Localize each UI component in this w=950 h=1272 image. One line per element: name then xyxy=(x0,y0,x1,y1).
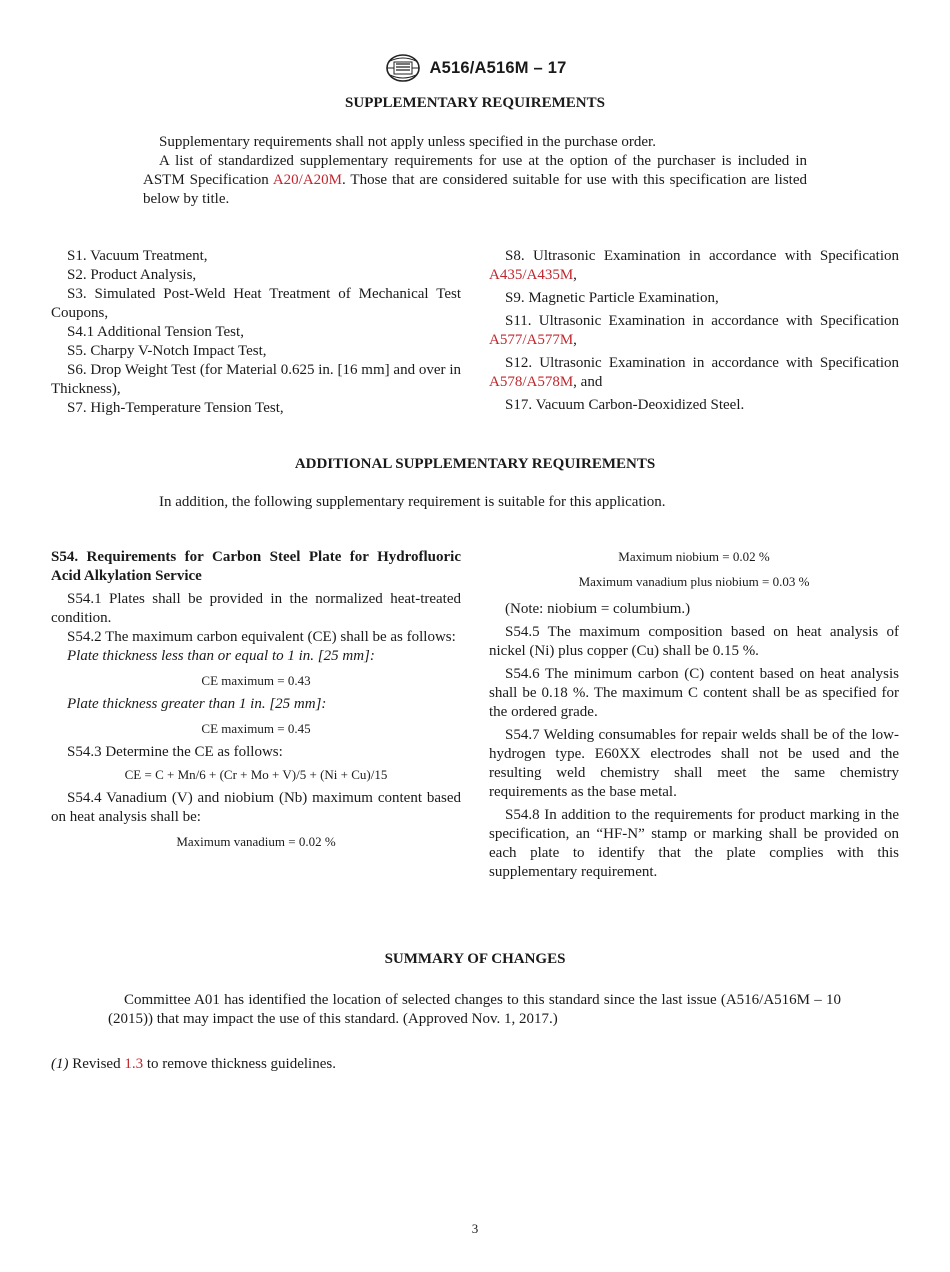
s54-1: S54.1 Plates shall be provided in the normalized heat-treated condition. xyxy=(51,591,461,626)
s54-2: S54.2 The maximum carbon equivalent (CE) shall be as follows: xyxy=(67,629,456,645)
max-niobium-equation: Maximum niobium = 0.02 % xyxy=(618,549,770,564)
s54-left-column xyxy=(51,548,461,850)
intro-p2: A list of standardized supplementary requirements for use at the option of the purchaser is included in ASTM Specification A20/A20M. Those that are considered suitable for use with this specification are listed below by title. xyxy=(143,153,807,207)
additional-intro: In addition, the following supplementary requirement is suitable for this application. xyxy=(159,494,666,510)
niobium-note: (Note: niobium = columbium.) xyxy=(505,601,691,617)
thick-plate-equation: CE maximum = 0.45 xyxy=(201,721,311,736)
thin-plate-label: Plate thickness less than or equal to 1 in. [25 mm]: xyxy=(67,648,375,664)
list-item-s11: S11. Ultrasonic Examination in accordance with Specification A577/A577M, xyxy=(489,313,899,348)
link-a435[interactable]: A435/A435M xyxy=(489,267,574,283)
list-item-s17: S17. Vacuum Carbon-Deoxidized Steel. xyxy=(505,397,745,413)
list-item: S4.1 Additional Tension Test, xyxy=(67,324,244,340)
change-item: (1) Revised 1.3 to remove thickness guidelines. xyxy=(51,1056,336,1072)
link-a578[interactable]: A578/A578M xyxy=(489,374,574,390)
supplementary-title: SUPPLEMENTARY REQUIREMENTS xyxy=(345,95,605,111)
list-item: S5. Charpy V-Notch Impact Test, xyxy=(67,343,267,359)
link-a20[interactable]: A20/A20M xyxy=(272,172,343,188)
astm-logo-icon xyxy=(384,53,422,83)
summary-body: Committee A01 has identified the location of selected changes to this standard since the last issue (A516/A516M – 10 (2015)) that may impact the use of this standard. (Approved Nov. 1, 2017.) xyxy=(108,992,841,1027)
link-section-1-3[interactable]: 1.3 xyxy=(124,1056,144,1072)
s54-8: S54.8 In addition to the requirements for product marking in the specification, an “HF-N” stamp or marking shall be provided on each plate to identify that the plate complies with this supplementary requirement. xyxy=(489,807,899,880)
s54-6: S54.6 The minimum carbon (C) content based on heat analysis shall be 0.18 %. The maximum C content shall be as specified for the ordered grade. xyxy=(489,666,899,720)
intro-p1: Supplementary requirements shall not apply unless specified in the purchase order. xyxy=(159,134,656,150)
link-a577[interactable]: A577/A577M xyxy=(489,332,574,348)
list-item-s12: S12. Ultrasonic Examination in accordance with Specification A578/A578M, and xyxy=(489,355,899,390)
designation-title: A516/A516M – 17 xyxy=(429,58,567,77)
page-number: 3 xyxy=(471,1221,479,1236)
max-vnb-equation: Maximum vanadium plus niobium = 0.03 % xyxy=(578,574,810,589)
s54-4: S54.4 Vanadium (V) and niobium (Nb) maximum content based on heat analysis shall be: xyxy=(51,790,461,825)
supplementary-intro xyxy=(143,133,807,209)
thin-plate-equation: CE maximum = 0.43 xyxy=(201,673,311,688)
right-requirements-list xyxy=(489,247,899,415)
max-vanadium-equation: Maximum vanadium = 0.02 % xyxy=(176,834,336,849)
s54-heading: S54. Requirements for Carbon Steel Plate for Hydrofluoric Acid Alkylation Service xyxy=(51,549,461,584)
thick-plate-label: Plate thickness greater than 1 in. [25 mm]: xyxy=(67,696,327,712)
list-item: S3. Simulated Post-Weld Heat Treatment of Mechanical Test Coupons, xyxy=(51,286,461,321)
left-requirements-list xyxy=(51,247,461,418)
additional-title: ADDITIONAL SUPPLEMENTARY REQUIREMENTS xyxy=(294,456,656,472)
summary-title: SUMMARY OF CHANGES xyxy=(384,951,566,967)
ce-formula: CE = C + Mn/6 + (Cr + Mo + V)/5 + (Ni + Cu)/15 xyxy=(124,767,388,782)
s54-3: S54.3 Determine the CE as follows: xyxy=(67,744,283,760)
list-item: S7. High-Temperature Tension Test, xyxy=(67,400,284,416)
s54-right-column xyxy=(489,548,899,882)
list-item: S1. Vacuum Treatment, xyxy=(67,248,208,264)
list-item-s8: S8. Ultrasonic Examination in accordance with Specification A435/A435M, xyxy=(489,248,899,283)
s54-7: S54.7 Welding consumables for repair welds shall be of the low-hydrogen type. E60XX electrodes shall not be used and the resulting weld chemistry shall meet the same chemistry requirements as the base metal. xyxy=(489,727,899,800)
page-header xyxy=(0,52,950,84)
list-item-s9: S9. Magnetic Particle Examination, xyxy=(505,290,719,306)
s54-5: S54.5 The maximum composition based on heat analysis of nickel (Ni) plus copper (Cu) shall be 0.15 %. xyxy=(489,624,899,659)
list-item: S2. Product Analysis, xyxy=(67,267,197,283)
list-item: S6. Drop Weight Test (for Material 0.625 in. [16 mm] and over in Thickness), xyxy=(51,362,461,397)
